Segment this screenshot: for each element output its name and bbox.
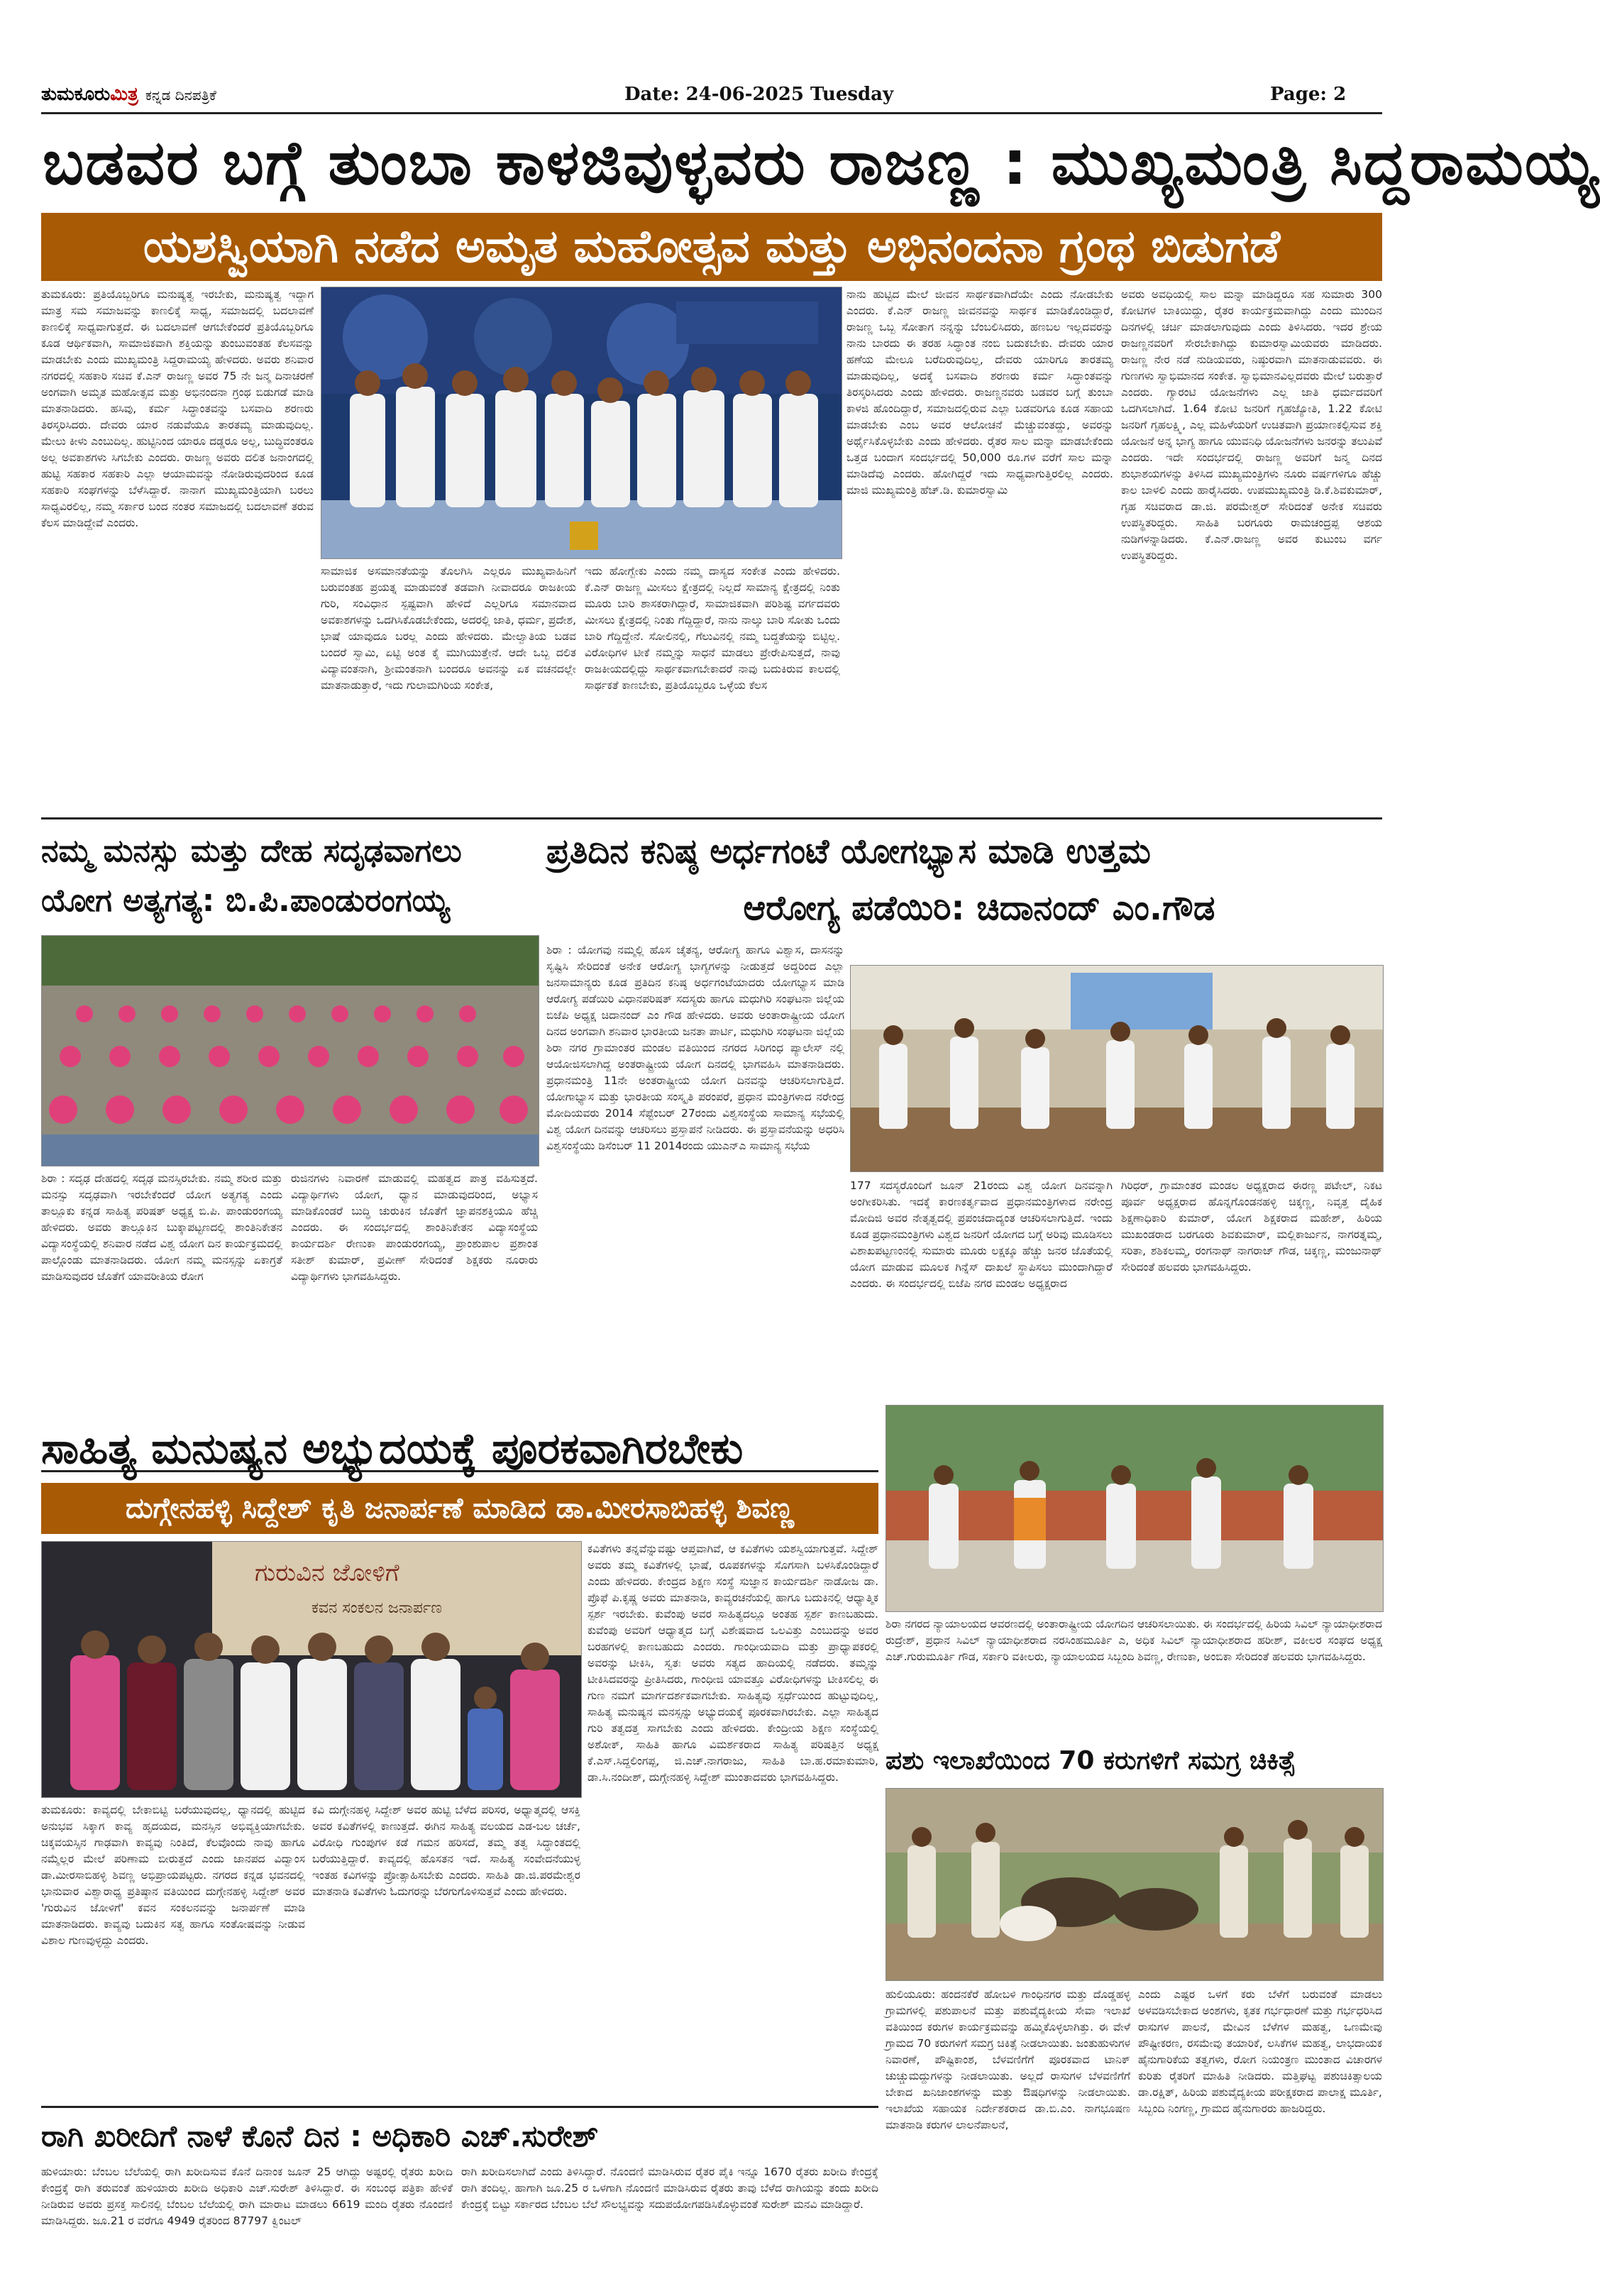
story5-photo	[885, 1788, 1384, 1981]
story6-headline: ರಾಗಿ ಖರೀದಿಗೆ ನಾಳೆ ಕೊನೆ ದಿನ : ಅಧಿಕಾರಿ ಎಚ್.ಸುರೇಶ್	[41, 2119, 599, 2153]
story3-headline-line1: ಪ್ರತಿದಿನ ಕನಿಷ್ಠ ಅರ್ಧಗಂಟೆ ಯೋಗಭ್ಯಾಸ ಮಾಡಿ ಉತ್ತಮ	[546, 832, 1151, 871]
story4-subhead: ದುಗ್ಗೇನಹಳ್ಳಿ ಸಿದ್ದೇಶ್ ಕೃತಿ ಜನಾರ್ಪಣೆ ಮಾಡಿದ ಡಾ.ಮೀರಸಾಬಿಹಳ್ಳಿ ಶಿವಣ್ಣ	[41, 1483, 878, 1534]
story1-col1: ತುಮಕೂರು: ಪ್ರತಿಯೊಬ್ಬರಿಗೂ ಮನುಷ್ಯತ್ವ ಇರಬೇಕು, ಮನುಷ್ಯತ್ವ ಇದ್ದಾಗ ಮಾತ್ರ ಸಮ ಸಮಾಜವನ್ನು ಕಾಣಲಿಕ್ಕೆ ಸಾಧ್ಯ, ಸಮಾಜದಲ್ಲಿ ಬದಲಾವಣೆ ಕಾಣಲಿಕ್ಕೆ ಸಾಧ್ಯವಾಗುತ್ತದೆ. ಈ ಬದಲಾವಣೆ ಆಗಬೇಕೆಂದರೆ ಪ್ರತಿಯೊಬ್ಬರಿಗೂ ಕೂಡ ಆರ್ಥಿಕವಾಗಿ, ಸಾಮಾಜಿಕವಾಗಿ ಶಕ್ತಿಯನ್ನು ತುಂಬುವಂತಹ ಕೆಲಸವನ್ನು ಮಾಡಬೇಕು ಎಂದು ಮುಖ್ಯಮಂತ್ರಿ ಸಿದ್ದರಾಮಯ್ಯ ಹೇಳಿದರು. ಅವರು ಶನಿವಾರ ನಗರದಲ್ಲಿ ಸಹಕಾರಿ ಸಚಿವ ಕೆ.ಎನ್ ರಾಜಣ್ಣ ಅವರ 75 ನೇ ಜನ್ಮ ದಿನಾಚರಣೆ ಅಂಗವಾಗಿ ಅಮೃತ ಮಹೋತ್ಸವ ಮತ್ತು ಅಭಿನಂದನಾ ಗ್ರಂಥ ಬಿಡುಗಡೆ ಮಾಡಿ ಮಾತನಾಡಿದರು. ಹಸಿವು, ಕರ್ಮ ಸಿದ್ಧಾಂತವನ್ನು ಬಸವಾದಿ ಶರಣರು ತಿರಸ್ಕರಿಸಿದರು. ದೇವರು ಯಾರ ನಡುವೆಯೂ ತಾರತಮ್ಯ ಮಾಡುವುದಿಲ್ಲ. ಮೇಲು ಕೀಳು ಎಂಬುದಿಲ್ಲ. ಹುಟ್ಟಿನಿಂದ ಯಾರೂ ದಡ್ಡರೂ ಅಲ್ಲ, ಬುದ್ಧಿವಂತರೂ ಅಲ್ಲ ಅವಕಾಶಗಳು ಸಿಗಬೇಕು ಎಂದರು. ರಾಜಣ್ಣ ಅವರು ದಲಿತ ಜನಾಂಗದಲ್ಲಿ ಹುಟ್ಟಿ ಸಹಕಾರ ಸಹಕಾರಿ ಎಲ್ಲಾ ಆಯಾಮವನ್ನು ನೋಡಿರುವುದರಿಂದ ಕೂಡ ಸಹಕಾರಿ ಸಂಘಗಳನ್ನು ಬೆಳೆಸಿದ್ದಾರೆ. ನಾನಾಗ ಮುಖ್ಯಮಂತ್ರಿಯಾಗಿ ಬರಲು ಸಾಧ್ಯವಿರಲಿಲ್ಲ, ನಮ್ಮ ಸರ್ಕಾರ ಬಂದ ನಂತರ ಸಮಾಜದಲ್ಲಿ ಬದಲಾವಣೆ ತರುವ ಕೆಲಸ ಮಾಡಿದ್ದೇವೆ ಎಂದರು.	[41, 288, 314, 529]
masthead-title	[41, 84, 216, 106]
section-rule-3	[41, 2106, 878, 2108]
story3-col-c: ಗಿರಿಧರ್, ಗ್ರಾಮಾಂತರ ಮಂಡಲ ಅಧ್ಯಕ್ಷರಾದ ಈರಣ್ಣ ಪಟೇಲ್, ನಿಕಟ ಪೂರ್ವ ಅಧ್ಯಕ್ಷರಾದ ಹೊನ್ನಗೊಂಡನಹಳ್ಳಿ ಚಿಕ್ಕಣ್ಣ, ನಿವೃತ್ತ ದೈಹಿಕ ಶಿಕ್ಷಣಾಧಿಕಾರಿ ಕುಮಾರ್, ಯೋಗ ಶಿಕ್ಷಕರಾದ ಮಹೇಶ್, ಹಿರಿಯ ಮುಖಂಡರಾದ ಬರಗೂರು ಶಿವಕುಮಾರ್, ಮಲ್ಲಿಕಾರ್ಜುನ, ನಾಗರತ್ನಮ್ಮ, ಸರಿತಾ, ಶಶಿಕಲಮ್ಮ, ರಂಗನಾಥ್ ನಾಗರಾಜ್ ಗೌಡ, ಚಿಕ್ಕಣ್ಣ, ಮಂಜುನಾಥ್ ಸೇರಿದಂತೆ ಹಲವರು ಭಾಗವಹಿಸಿದ್ದರು.	[1121, 1179, 1382, 1274]
court-yoga-image	[886, 1406, 1383, 1611]
book-release-photo	[42, 1542, 581, 1797]
story5-col-a: ಹುಲಿಯೂರು: ಹಂದನಕೆರೆ ಹೋಬಳಿ ಗಾಂಧಿನಗರ ಮತ್ತು ದೊಡ್ಡಹಳ್ಳ ಗ್ರಾಮಗಳಲ್ಲಿ ಪಶುಪಾಲನೆ ಮತ್ತು ಪಶುವೈದ್ಯಕೀಯ ಸೇವಾ ಇಲಾಖೆ ವತಿಯಿಂದ ಕರುಗಳ ಕಾರ್ಯಕ್ರಮವನ್ನು ಹಮ್ಮಿಕೊಳ್ಳಲಾಗಿತ್ತು. ಈ ವೇಳೆ ಗ್ರಾಮದ 70 ಕರುಗಳಿಗೆ ಸಮಗ್ರ ಚಿಕಿತ್ಸೆ ನೀಡಲಾಯಿತು. ಜಂತುಹುಳುಗಳ ನಿವಾರಣೆ, ಪೌಷ್ಟಿಕಾಂಶ, ಬೆಳವಣಿಗೆಗೆ ಪೂರಕವಾದ ಟಾನಿಕ್ ಚುಚ್ಚುಮದ್ದುಗಳನ್ನು ನೀಡಲಾಯಿತು. ಅಲ್ಲದೆ ರಾಸುಗಳ ಬೆಳವಣಿಗೆಗೆ ಬೇಕಾದ ಖನಿಜಾಂಶಗಳನ್ನು ಮತ್ತು ಔಷಧಿಗಳನ್ನು ನೀಡಲಾಯಿತು. ಇಲಾಖೆಯ ಸಹಾಯಕ ನಿರ್ದೇಶಕರಾದ ಡಾ.ಬಿ.ಎಂ. ನಾಗಭೂಷಣ ಮಾತನಾಡಿ ಕರುಗಳ ಲಾಲನೆಪಾಲನೆ,	[885, 1988, 1130, 2131]
story4-col-a: ತುಮಕೂರು: ಕಾವ್ಯದಲ್ಲಿ ಬೇಕಾಬಿಟ್ಟಿ ಬರೆಯುವುದಲ್ಲ, ಧ್ಯಾನದಲ್ಲಿ ಹುಟ್ಟಿದ ಅನುಭವ ಸಿಕ್ಕಾಗ ಕಾವ್ಯ ಹೃದಯದ, ಮನಸ್ಸಿನ ಅಭಿವ್ಯಕ್ತಿಯಾಗಬೇಕು. ಚಿಕ್ಕವಯಸ್ಸಿನ ಗಾಢವಾಗಿ ಕಾವ್ಯವು ನಿಂತಿದೆ, ಕೆಲವೊಂದು ನಾವು ಹಾಗೂ ನಮ್ಮೆಲ್ಲರ ಮೇಲೆ ಪರಿಣಾಮ ಬೀರುತ್ತದೆ ಎಂದು ಜಾನಪದ ವಿದ್ವಾಂಸ ಡಾ.ಮೀರಸಾಬಿಹಳ್ಳಿ ಶಿವಣ್ಣ ಅಭಿಪ್ರಾಯಪಟ್ಟರು. ನಗರದ ಕನ್ನಡ ಭವನದಲ್ಲಿ ಭಾನುವಾರ ವಿಶ್ವಾರಾಧ್ಯ ಪ್ರತಿಷ್ಠಾನ ವತಿಯಿಂದ ದುಗ್ಗೇನಹಳ್ಳಿ ಸಿದ್ದೇಶ್ ಅವರ 'ಗುರುವಿನ ಜೋಳಿಗೆ' ಕವನ ಸಂಕಲನವನ್ನು ಜನಾರ್ಪಣೆ ಮಾಡಿ ಮಾತನಾಡಿದರು. ಕಾವ್ಯವು ಬದುಕಿನ ಸತ್ವ ಹಾಗೂ ಸಂತೋಷವನ್ನು ನೀಡುವ ವಿಶಾಲ ಗುಣವುಳ್ಳದ್ದು ಎಂದರು.	[41, 1804, 305, 1947]
story3-headline-line2: ಆರೋಗ್ಯ ಪಡೆಯಿರಿ: ಚಿದಾನಂದ್ ಎಂ.ಗೌಡ	[743, 888, 1215, 928]
story3-col-b: 177 ಸದಸ್ಯರೊಂದಿಗೆ ಜೂನ್ 21ರಂದು ವಿಶ್ವ ಯೋಗ ದಿನವನ್ನಾಗಿ ಅಂಗೀಕರಿಸಿತು. ಇದಕ್ಕೆ ಕಾರಣಕರ್ತೃವಾದ ಪ್ರಧಾನಮಂತ್ರಿಗಳಾದ ನರೇಂದ್ರ ಮೋದಿಜಿ ಅವರ ನೇತೃತ್ವದಲ್ಲಿ ಪ್ರಪಂಚದಾದ್ಯಂತ ಆಚರಿಸಲಾಗುತ್ತಿದೆ. ಇಂದು ಕೂಡ ಪ್ರಧಾನಮಂತ್ರಿಗಳು ವಿಶ್ವದ ಜನರಿಗೆ ಯೋಗದ ಬಗ್ಗೆ ಅರಿವು ಮೂಡಿಸಲು ವಿಶಾಖಪಟ್ಟಣಂನಲ್ಲಿ ಸುಮಾರು ಮೂರು ಲಕ್ಷಕ್ಕೂ ಹೆಚ್ಚು ಜನರ ಜೊತೆಯಲ್ಲಿ ಯೋಗ ಮಾಡುವ ಮೂಲಕ ಗಿನ್ನೆಸ್ ದಾಖಲೆ ಸ್ಥಾಪಿಸಲು ಮುಂದಾಗಿದ್ದಾರೆ ಎಂದರು. ಈ ಸಂದರ್ಭದಲ್ಲಿ ಬಿಜೆಪಿ ನಗರ ಮಂಡಲ ಅಧ್ಯಕ್ಷರಾದ	[850, 1179, 1113, 1290]
story1-headline: ಬಡವರ ಬಗ್ಗೆ ತುಂಬಾ ಕಾಳಜಿವುಳ್ಳವರು ರಾಜಣ್ಣ : ಮುಖ್ಯಮಂತ್ರಿ ಸಿದ್ದರಾಮಯ್ಯ	[43, 128, 1600, 199]
yoga-hall-photo	[851, 966, 1383, 1171]
story1-col4: ನಾನು ಹುಟ್ಟಿದ ಮೇಲೆ ಜೀವನ ಸಾರ್ಥಕವಾಗಿದೆಯೇ ಎಂದು ನೋಡಬೇಕು ಎಂದರು. ಕೆ.ಎನ್ ರಾಜಣ್ಣ ಜೀವನವನ್ನು ಸಾರ್ಥಕ ಮಾಡಿಕೊಂಡಿದ್ದಾರೆ, ರಾಜಣ್ಣ ಒಬ್ಬ ಸೋತಾಗ ನನ್ನನ್ನು ಬೆಂಬಲಿಸಿದರು, ಹಣಬಲ ಇಲ್ಲದವರನ್ನು ನಾನು ಬಾರದು ಈ ತರಹ ಸಿದ್ಧಾಂತ ನಂಬಿ ಬದುಕಬೇಕು. ದೇವರು ಯಾರ ಹಣೆಯ ಮೇಲೂ ಬರೆದಿರುವುದಿಲ್ಲ, ದೇವರು ಯಾರಿಗೂ ತಾರತಮ್ಯ ಮಾಡುವುದಿಲ್ಲ, ಅದಕ್ಕೆ ಬಸವಾದಿ ಶರಣರು ಕರ್ಮ ಸಿದ್ಧಾಂತವನ್ನು ತಿರಸ್ಕರಿಸಿದರು ಎಂದು ಹೇಳಿದರು. ರಾಜಣ್ಣನವರು ಬಡವರ ಬಗ್ಗೆ ತುಂಬಾ ಕಾಳಜಿ ಹೊಂದಿದ್ದಾರೆ, ಸಮಾಜದಲ್ಲಿರುವ ಎಲ್ಲಾ ಬಡವರಿಗೂ ಕೂಡ ಸಹಾಯ ಮಾಡಬೇಕು ಎಂಬ ಅವರ ಆಲೋಚನೆ ಮೆಚ್ಚುವಂತದ್ದು, ಅವರನ್ನು ಅರ್ಥೈಸಿಕೊಳ್ಳಬೇಕು ಎಂದು ಹೇಳಿದರು. ರೈತರ ಸಾಲ ಮನ್ನಾ ಮಾಡಬೇಕೆಂದು ಒತ್ತಡ ಬಂದಾಗ ಸಂದರ್ಭದಲ್ಲಿ 50,000 ರೂ.ಗಳ ವರೆಗೆ ಸಾಲ ಮನ್ನಾ ಮಾಡಿದೆವು ಎಂದರು. ಹೋಗಿದ್ದರೆ ಇದು ಸಾಧ್ಯವಾಗುತ್ತಿರಲಿಲ್ಲ ಎಂದರು. ಮಾಜಿ ಮುಖ್ಯಮಂತ್ರಿ ಹೆಚ್.ಡಿ. ಕುಮಾರಸ್ವಾಮಿ	[846, 288, 1113, 497]
story4-photo	[41, 1541, 582, 1798]
masthead-rule	[41, 112, 1382, 114]
issue-date: Date: 24-06-2025 Tuesday	[624, 84, 894, 105]
court-yoga-photo	[885, 1405, 1384, 1612]
banner-subtitle: ಕವನ ಸಂಕಲನ ಜನಾರ್ಪಣ	[311, 1599, 442, 1617]
story6-col-a: ಹುಳಿಯಾರು: ಬೆಂಬಲ ಬೆಲೆಯಲ್ಲಿ ರಾಗಿ ಖರೀದಿಸುವ ಕೊನೆ ದಿನಾಂಕ ಜೂನ್ 25 ಆಗಿದ್ದು ಅಷ್ಟರಲ್ಲಿ ರೈತರು ಖರೀದಿ ಕೇಂದ್ರಕ್ಕೆ ರಾಗಿ ತರುವಂತೆ ಹುಳಿಯಾರು ಖರೀದಿ ಅಧಿಕಾರಿ ಎಚ್.ಸುರೇಶ್ ತಿಳಿಸಿದ್ದಾರೆ. ಈ ಸಂಬಂಧ ಪತ್ರಿಕಾ ಹೇಳಿಕೆ ನೀಡಿರುವ ಅವರು ಪ್ರಸಕ್ತ ಸಾಲಿನಲ್ಲಿ ಬೆಂಬಲ ಬೆಲೆಯಲ್ಲಿ ರಾಗಿ ಮಾರಾಟ ಮಾಡಲು 6619 ಮಂದಿ ರೈತರು ನೊಂದಣಿ ಮಾಡಿಸಿದ್ದರು. ಜೂ.21 ರ ವರೆಗೂ 4949 ರೈತರಿಂದ 87797 ಕ್ವಿಂಟಲ್	[41, 2165, 453, 2227]
story1-subhead: ಯಶಸ್ವಿಯಾಗಿ ನಡೆದ ಅಮೃತ ಮಹೋತ್ಸವ ಮತ್ತು ಅಭಿನಂದನಾ ಗ್ರಂಥ ಬಿಡುಗಡೆ	[41, 213, 1382, 281]
story2-headline-line1: ನಮ್ಮ ಮನಸ್ಸು ಮತ್ತು ದೇಹ ಸದೃಢವಾಗಲು	[41, 833, 462, 869]
page-number: Page: 2	[1270, 84, 1347, 105]
event-stage-photo	[321, 287, 842, 558]
story1-photo	[321, 287, 842, 559]
masthead-name: ತುಮಕೂರು	[41, 84, 111, 105]
story1-col2: ಸಾಮಾಜಿಕ ಅಸಮಾನತೆಯನ್ನು ತೊಲಗಿಸಿ ಎಲ್ಲರೂ ಮುಖ್ಯವಾಹಿನಿಗೆ ಬರುವಂತಹ ಪ್ರಯತ್ನ ಮಾಡುವಂತೆ ತಡವಾಗಿ ನೀವಾದರೂ ರಾಜಕೀಯ ಗುರಿ, ಸಂವಿಧಾನ ಸ್ಪಷ್ಟವಾಗಿ ಹೇಳಿದೆ ಎಲ್ಲರಿಗೂ ಸಮಾನವಾದ ಅವಕಾಶಗಳನ್ನು ಒದಗಿಸಿಕೊಡಬೇಕೆಂದು, ಅದರಲ್ಲಿ ಜಾತಿ, ಧರ್ಮ, ಪ್ರದೇಶ, ಭಾಷೆ ಯಾವುದೂ ಬರಲ್ಲ ಎಂದು ಹೇಳಿದರು. ಮೇಲ್ವಾತಿಯ ಬಡವ ಬಂದರೆ ಸ್ವಾಮಿ, ಏಟ್ಟಿ ಅಂತ ಕೈ ಮುಗಿಯುತ್ತೇನೆ. ಆದೇ ಒಬ್ಬ ದಲಿತ ವಿದ್ಯಾವಂತನಾಗಿ, ಶ್ರೀಮಂತನಾಗಿ ಬಂದರೂ ಅವನನ್ನು ಏಕ ವಚನದಲ್ಲೇ ಮಾತನಾಡುತ್ತಾರೆ, ಇದು ಗುಲಾಮಗಿರಿಯ ಸಂಕೇತ,	[321, 565, 576, 692]
masthead-tagline: ಕನ್ನಡ ದಿನಪತ್ರಿಕೆ	[145, 87, 216, 104]
story3-col-a: ಶಿರಾ : ಯೋಗವು ನಮ್ಮಲ್ಲಿ ಹೊಸ ಚೈತನ್ಯ, ಆರೋಗ್ಯ ಹಾಗೂ ವಿಶ್ವಾಸ, ದಾಸನನ್ನು ಸೃಷ್ಟಿಸಿ ಸೇರಿದಂತೆ ಅನೇಕ ಆರೋಗ್ಯ ಭಾಗ್ಯಗಳನ್ನು ನೀಡುತ್ತದೆ ಅದ್ದರಿಂದ ಎಲ್ಲಾ ಜನಸಾಮಾನ್ಯರು ಕೂಡ ಪ್ರತಿದಿನ ಕನಿಷ್ಠ ಅರ್ಧಗಂಟೆಯಾದರು ಯೋಗಭ್ಯಾಸ ಮಾಡಿ ಆರೋಗ್ಯ ಪಡೆಯಿರಿ ವಿಧಾನಪರಿಷತ್ ಸದಸ್ಯರು ಹಾಗೂ ಮಧುಗಿರಿ ಸಂಘಟನಾ ಜಿಲ್ಲೆಯ ಬಿಜೆಪಿ ಅಧ್ಯಕ್ಷ ಚಿದಾನಂದ್ ಎಂ ಗೌಡ ಹೇಳಿದರು. ಅವರು ಅಂತಾರಾಷ್ಟ್ರೀಯ ಯೋಗ ದಿನದ ಅಂಗವಾಗಿ ಶನಿವಾರ ಭಾರತೀಯ ಜನತಾ ಪಾರ್ಟಿ, ಮಧುಗಿರಿ ಸಂಘಟನಾ ಜಿಲ್ಲೆಯ ಶಿರಾ ನಗರ ಗ್ರಾಮಾಂತರ ಮಂಡಲ ವತಿಯಿಂದ ನಗರದ ಸಿರಿಗಂಧ ಪ್ಯಾಲೇಸ್ ನಲ್ಲಿ ಆಯೋಜಿಸಲಾಗಿದ್ದ ಅಂತರಾಷ್ಟ್ರೀಯ ಯೋಗ ದಿನದಲ್ಲಿ ಭಾಗವಹಿಸಿ ಮಾತನಾಡಿದರು. ಪ್ರಧಾನಮಂತ್ರಿ 11ನೇ ಅಂತರಾಷ್ಟ್ರೀಯ ಯೋಗ ದಿನವನ್ನು ಆಚರಿಸಲಾಗುತ್ತಿದೆ. ಯೋಗಾಭ್ಯಾಸ ಮತ್ತು ಭಾರತೀಯ ಸಂಸ್ಕೃತಿ ಪರಂಪರೆ, ಪ್ರಧಾನ ಮಂತ್ರಿಗಳಾದ ನರೇಂದ್ರ ಮೋದಿಯವರು 2014 ಸೆಪ್ಟೆಂಬರ್ 27ರಂದು ವಿಶ್ವಸಂಸ್ಥೆಯ ಸಾಮಾನ್ಯ ಸಭೆಯಲ್ಲಿ ವಿಶ್ವ ಯೋಗ ದಿನವನ್ನು ಆಚರಿಸಲು ಪ್ರಸ್ತಾಪನೆ ನೀಡಿದರು. ಈ ಪ್ರಸ್ತಾವನೆಯನ್ನು ಅಧರಿಸಿ ವಿಶ್ವಸಂಸ್ಥೆಯು ಡಿಸೆಂಬರ್ 11 2014ರಂದು ಯುಎನ್ಎ ಸಾಮಾನ್ಯ ಸಭೆಯ	[546, 944, 844, 1152]
story5-col-b: ಎಂದು ಎಷ್ಟರ ಒಳಗೆ ಕರು ಬೆಳೆಗೆ ಬರುವಂತೆ ಮಾಡಲು ಅಳವಡಿಸಬೇಕಾದ ಅಂಶಗಳು, ಕೃತಕ ಗರ್ಭಧಾರಣೆ ಮತ್ತು ಗರ್ಭಧರಿಸಿದ ರಾಸುಗಳ ಪಾಲನೆ, ಮೇವಿನ ಬೆಳೆಗಳ ಮಹತ್ವ, ಒಣಮೇವು ಪೌಷ್ಟೀಕರಣ, ರಸಮೇವು ತಯಾರಿಕೆ, ಲಸಿಕೆಗಳ ಮಹತ್ವ, ಲಾಭದಾಯಕ ಹೈನುಗಾರಿಕೆಯ ತತ್ವಗಳು, ರೋಗ ನಿಯಂತ್ರಣ ಮುಂತಾದ ವಿಚಾರಗಳ ಕುರಿತು ರೈತರಿಗೆ ಮಾಹಿತಿ ನೀಡಿದರು. ಮತ್ತಿಘಟ್ಟ ಪಶುಚಿಕಿತ್ಸಾಲಯ ಡಾ.ರಕ್ಷಿತ್, ಹಿರಿಯ ಪಶುವೈದ್ಯಕೀಯ ಪರೀಕ್ಷಕರಾದ ಪಾಲಾಕ್ಷ ಮೂರ್ತಿ, ಸಿಬ್ಬಂದಿ ನಿಂಗಣ್ಣ, ಗ್ರಾಮದ ಹೈನುಗಾರರು ಹಾಜರಿದ್ದರು.	[1138, 1988, 1382, 2115]
calves-treatment-photo	[886, 1789, 1383, 1980]
story1-col3: ಇದು ಹೋಗ್ಬೇಕು ಎಂದು ನಮ್ಮ ದಾಸ್ಯದ ಸಂಕೇತ ಎಂದು ಹೇಳಿದರು. ಕೆ.ಎನ್ ರಾಜಣ್ಣ ಮೀಸಲು ಕ್ಷೇತ್ರದಲ್ಲಿ ನಿಲ್ಲದೆ ಸಾಮಾನ್ಯ ಕ್ಷೇತ್ರದಲ್ಲಿ ನಿಂತು ಮೂರು ಬಾರಿ ಶಾಸಕರಾಗಿದ್ದಾರೆ, ಸಾಮಾಜಿಕವಾಗಿ ಪರಿಶಿಷ್ಟ ವರ್ಗದವರು ಮೀಸಲು ಕ್ಷೇತ್ರದಲ್ಲಿ ನಿಂತು ಗೆದ್ದಿದ್ದಾರೆ, ನಾನು ನಾಲ್ಕು ಬಾರಿ ಸೋತು ಒಂದು ಬಾರಿ ಗೆದ್ದಿದ್ದೇನೆ. ಸೋಲಿನಲ್ಲಿ, ಗೆಲುವಿನಲ್ಲಿ ನಮ್ಮ ಬದ್ಧತೆಯನ್ನು ಬಿಟ್ಟಿಲ್ಲ. ವಿರೋಧಿಗಳ ಟೀಕೆ ನಮ್ಮನ್ನು ಸಾಧನೆ ಮಾಡಲು ಪ್ರೇರೇಪಿಸುತ್ತದೆ, ನಾವು ರಾಜಕೀಯದಲ್ಲಿದ್ದು ಸಾರ್ಥಕವಾಗಬೇಕಾದರೆ ನಾವು ಬದುಕಿರುವ ಕಾಲದಲ್ಲಿ ಸಾರ್ಥಕತೆ ಕಾಣಬೇಕು, ಪ್ರತಿಯೊಬ್ಬರೂ ಒಳ್ಳೆಯ ಕೆಲಸ	[585, 565, 840, 692]
story2-photo	[41, 935, 539, 1166]
story4-right-col: ಕವಿತೆಗಳು ತನ್ನವೆನ್ನುವಷ್ಟು ಆಪ್ತವಾಗಿವೆ, ಆ ಕವಿತೆಗಳು ಯಶಸ್ವಿಯಾಗುತ್ತವೆ. ಸಿದ್ದೇಶ್ ಅವರು ತಮ್ಮ ಕವಿತೆಗಳಲ್ಲಿ ಭಾಷೆ, ರೂಪಕಗಳನ್ನು ಸೊಗಸಾಗಿ ಬಳಸಿಕೊಂಡಿದ್ದಾರೆ ಎಂದು ಹೇಳಿದರು. ಕೇಂದ್ರದ ಶಿಕ್ಷಣ ಸಂಸ್ಥೆ ಸುಜ್ಞಾನ ಕಾರ್ಯದರ್ಶಿ ನಾಡೋಜ ಡಾ. ಪ್ರೊಫೆ ಪಿ.ಕೃಷ್ಣ ಅವರು ಮಾತನಾಡಿ, ಕಾವ್ಯರಚನೆಯಲ್ಲಿ ಹಾಗೂ ಬದುಕಿನಲ್ಲಿ ಆಧ್ಯಾತ್ಮಿಕ ಸ್ಪರ್ಶ ಇರಬೇಕು. ಕುವೆಂಪು ಅವರ ಸಾಹಿತ್ಯದಲ್ಲೂ ಅಂತಹ ಸ್ಪರ್ಶ ಕಾಣಬಹುದು. ಕುವೆಂಪು ಅವರಿಗೆ ಆಧ್ಯಾತ್ಮದ ಬಗ್ಗೆ ವಿಶೇಷವಾದ ಒಲವಿತ್ತು ಎಂಬುದನ್ನು ಅವರ ಬರಹಗಳಲ್ಲಿ ಕಾಣಬಹುದು ಎಂದರು. ಗಾಂಧೀಯವಾದಿ ಮತ್ತು ಪ್ರಾಧ್ಯಾಪಕರಲ್ಲಿ ಅವರನ್ನು ಟೀಕಿಸಿ, ಸ್ವತಃ ಅವರು ಸತ್ಯದ ಹಾದಿಯಲ್ಲಿ ನಡೆದರು. ತಮ್ಮನ್ನು ಟೀಕಿಸಿದವರನ್ನು ಪ್ರೀತಿಸಿದರು, ಗಾಂಧೀಜಿ ಯಾವತ್ತೂ ವಿರೋಧಿಗಳನ್ನು ಟೀಕಿಸಲಿಲ್ಲ ಈ ಗುಣ ನಮಗೆ ಮಾರ್ಗದರ್ಶಕವಾಗಬೇಕು. ಸಾಹಿತ್ಯವು ಸ್ಪರ್ಧೆಯಿಂದ ಹುಟ್ಟುವುದಿಲ್ಲ, ಸಾಹಿತ್ಯ ಮನುಷ್ಯನ ಮನಸ್ಸನ್ನು ಅಭ್ಯುದಯಕ್ಕೆ ಪೂರಕವಾಗಿರಬೇಕು. ಎಲ್ಲಾ ಸಾಹಿತ್ಯದ ಗುರಿ ತತ್ವದತ್ತ ಸಾಗಬೇಕು ಎಂದು ಹೇಳಿದರು. ಕೇಂದ್ರೀಯ ಶಿಕ್ಷಣ ಸಂಸ್ಥೆಯಲ್ಲಿ ಅಶೋಕ್, ಸಾಹಿತಿ ಹಾಗೂ ವಿಮರ್ಶಕರಾದ ಸಾಹಿತ್ಯ ಪರಿಷತ್ತಿನ ಅಧ್ಯಕ್ಷ ಕೆ.ಎಸ್.ಸಿದ್ದಲಿಂಗಪ್ಪ, ಜಿ.ಎಚ್.ನಾಗರಾಜು, ಸಾಹಿತಿ ಬಾ.ಹ.ರಮಾಕುಮಾರಿ, ಡಾ.ಸಿ.ನಂದೀಶ್, ದುಗ್ಗೇನಹಳ್ಳಿ ಸಿದ್ದೇಶ್ ಮುಂತಾದವರು ಭಾಗವಹಿಸಿದ್ದರು.	[587, 1542, 878, 1784]
court-caption: ಶಿರಾ ನಗರದ ನ್ಯಾಯಾಲಯದ ಆವರಣದಲ್ಲಿ ಅಂತಾರಾಷ್ಟ್ರೀಯ ಯೋಗದಿನ ಆಚರಿಸಲಾಯಿತು. ಈ ಸಂದರ್ಭದಲ್ಲಿ ಹಿರಿಯ ಸಿವಿಲ್ ನ್ಯಾಯಾಧೀಶರಾದ ರುದ್ರೇಶ್, ಪ್ರಧಾನ ಸಿವಿಲ್ ನ್ಯಾಯಾಧೀಶರಾದ ನರಸಿಂಹಮೂರ್ತಿ ಎ, ಅಧಿಕ ಸಿವಿಲ್ ನ್ಯಾಯಾಧೀಶರಾದ ಹರೀಶ್, ವಕೀಲರ ಸಂಘದ ಅಧ್ಯಕ್ಷ ಎಚ್.ಗುರುಮೂರ್ತಿ ಗೌಡ, ಸರ್ಕಾರಿ ವಕೀಲರು, ನ್ಯಾಯಾಲಯದ ಸಿಬ್ಬಂದಿ ಶಿವಣ್ಣ, ರೇಣುಕಾ, ಅಂಬಿಕಾ ಸೇರಿದಂತೆ ಹಲವರು ಭಾಗವಹಿಸಿದ್ದರು.	[885, 1618, 1382, 1663]
banner-title: ಗುರುವಿನ ಜೋಳಿಗೆ	[255, 1559, 399, 1587]
story5-headline: ಪಶು ಇಲಾಖೆಯಿಂದ 70 ಕರುಗಳಿಗೆ ಸಮಗ್ರ ಚಿಕಿತ್ಸೆ	[885, 1746, 1296, 1775]
story4-col-b: ಕವಿ ದುಗ್ಗೇನಹಳ್ಳಿ ಸಿದ್ದೇಶ್ ಅವರ ಹುಟ್ಟಿ ಬೆಳೆದ ಪರಿಸರ, ಅಧ್ಯಾತ್ಮದಲ್ಲಿ ಆಸಕ್ತಿ ಅವರ ಕವಿತೆಗಳಲ್ಲಿ ಕಾಣುತ್ತದೆ. ಈಗಿನ ಸಾಹಿತ್ಯ ವಲಯದ ಎಡ-ಬಲ ಚರ್ಚೆ, ವಿರೋಧಿ ಗುಂಪುಗಳ ಕಡೆ ಗಮನ ಹರಿಸದೆ, ತಮ್ಮ ತತ್ವ ಸಿದ್ಧಾಂತದಲ್ಲಿ ಬರೆಯುತ್ತಿದ್ದಾರೆ. ಕಾವ್ಯದಲ್ಲಿ ಹೊಸತನ ಇದೆ. ಸಾಹಿತ್ಯ ಸಂವೇದನೆಯುಳ್ಳ ಇಂತಹ ಕವಿಗಳನ್ನು ಪ್ರೋತ್ಸಾಹಿಸಬೇಕು ಎಂದರು. ಸಾಹಿತಿ ಡಾ.ಜಿ.ಪರಮೇಶ್ವರ ಮಾತನಾಡಿ ಕವಿತೆಗಳು ಓದುಗರನ್ನು ಬೆರಗುಗೊಳಿಸುತ್ತವೆ ಎಂದು ಹೇಳಿದರು.	[312, 1804, 580, 1898]
yoga-children-photo	[42, 936, 539, 1166]
story2-headline-line2: ಯೋಗ ಅತ್ಯಗತ್ಯ: ಬಿ.ಪಿ.ಪಾಂಡುರಂಗಯ್ಯ	[41, 883, 450, 919]
story1-col5: ಅವರು ಅವಧಿಯಲ್ಲಿ ಸಾಲ ಮನ್ನಾ ಮಾಡಿದ್ದರೂ ಸಹ ಸುಮಾರು 300 ಕೋಟಿಗಳ ಬಾಕಿಯಿದ್ದು, ರೈತರ ಕಾರ್ಯಕ್ರಮವಾಗಿದ್ದು ಎಂದು ಮುಂದಿನ ದಿನಗಳಲ್ಲಿ ಚರ್ಚಿ ಮಾಡಲಾಗುವುದು ಎಂದು ತಿಳಿಸಿದರು. ಇದರ ಶ್ರೇಯ ರಾಜಣ್ಣನವರಿಗೆ ಸೇರಬೇಕಾಗಿದ್ದು ಕುಮಾರಸ್ವಾಮಿಯವರು ಮಾಡಿದರು. ರಾಜಣ್ಣ ನೇರ ನಡೆ ನುಡಿಯವರು, ನಿಷ್ಠುರವಾಗಿ ಮಾತನಾಡುವವರು. ಈ ಗುಣಗಳು ಸ್ವಾಭಿಮಾನದ ಸಂಕೇತ. ಸ್ವಾಭಿಮಾನವಿಲ್ಲದವರು ಮೇಲೆ ಬರುತ್ತಾರೆ ಎಂದರು. ಗ್ಯಾರಂಟಿ ಯೋಜನೆಗಳು ಎಲ್ಲ ಜಾತಿ ಧರ್ಮದವರಿಗೆ ಒದಗಿಸಲಾಗಿದೆ. 1.64 ಕೋಟಿ ಜನರಿಗೆ ಗೃಹಜ್ಯೋತಿ, 1.22 ಕೋಟಿ ಜನರಿಗೆ ಗೃಹಲಕ್ಷ್ಮಿ, ಎಲ್ಲ ಮಹಿಳೆಯರಿಗೆ ಉಚಿತವಾಗಿ ಪ್ರಯಾಣಕಲ್ಪಿಸುವ ಶಕ್ತಿ ಯೋಜನೆ ಅನ್ನ ಭಾಗ್ಯ ಹಾಗೂ ಯುವನಿಧಿ ಯೋಜನೆಗಳು ಜನರನ್ನು ತಲುಪಿವೆ ಎಂದರು. ಇದೇ ಸಂದರ್ಭದಲ್ಲಿ ರಾಜಣ್ಣ ಅವರಿಗೆ ಜನ್ಮ ದಿನದ ಶುಭಾಶಯಗಳನ್ನು ತಿಳಿಸಿದ ಮುಖ್ಯಮಂತ್ರಿಗಳು ನೂರು ವರ್ಷಗಳಿಗೂ ಹೆಚ್ಚು ಕಾಲ ಬಾಳಲಿ ಎಂದು ಹಾರೈಸಿದರು. ಉಪಮುಖ್ಯಮಂತ್ರಿ ಡಿ.ಕೆ.ಶಿವಕುಮಾರ್, ಗೃಹ ಸಚಿವರಾದ ಡಾ.ಜಿ. ಪರಮೇಶ್ವರ್ ಸೇರಿದಂತೆ ಅನೇಕ ಸಚಿವರು ಉಪಸ್ಥಿತರಿದ್ದರು. ಸಾಹಿತಿ ಬರಗೂರು ರಾಮಚಂದ್ರಪ್ಪ ಆಶಯ ನುಡಿಗಳನ್ನಾಡಿದರು. ಕೆ.ಎನ್.ರಾಜಣ್ಣ ಅವರ ಕುಟುಂಬ ವರ್ಗ ಉಪಸ್ಥಿತರಿದ್ದರು.	[1121, 288, 1382, 562]
masthead-name-accent: ಮಿತ್ರ	[110, 84, 138, 105]
story4-headline: ಸಾಹಿತ್ಯ ಮನುಷ್ಯನ ಅಭ್ಯುದಯಕ್ಕೆ ಪೂರಕವಾಗಿರಬೇಕು	[41, 1424, 744, 1474]
story2-col-a: ಶಿರಾ : ಸದೃಢ ದೇಹದಲ್ಲಿ ಸದೃಢ ಮನಸ್ಸಿರಬೇಕು. ನಮ್ಮ ಶರೀರ ಮತ್ತು ಮನಸ್ಸು ಸದೃಢವಾಗಿ ಇರಬೇಕೆಂದರೆ ಯೋಗ ಅತ್ಯಗತ್ಯ ಎಂದು ತಾಲ್ಲೂಕು ಕನ್ನಡ ಸಾಹಿತ್ಯ ಪರಿಷತ್ ಅಧ್ಯಕ್ಷ ಬಿ.ಪಿ. ಪಾಂಡುರಂಗಯ್ಯ ಹೇಳಿದರು. ಅವರು ತಾಲ್ಲೂಕಿನ ಬುಕ್ಕಾಪಟ್ಟಣದಲ್ಲಿ ಶಾಂತಿನಿಕೇತನ ವಿದ್ಯಾಸಂಸ್ಥೆಯಲ್ಲಿ ಶನಿವಾರ ನಡೆದ ವಿಶ್ವ ಯೋಗ ದಿನ ಕಾರ್ಯಕ್ರಮದಲ್ಲಿ ಪಾಲ್ಗೊಂಡು ಮಾತನಾಡಿದರು. ಯೋಗ ನಮ್ಮ ಮನಸ್ಸನ್ನು ಏಕಾಗ್ರತೆ ಮಾಡಿಸುವುದರ ಜೊತೆಗೆ ಯಾವರೀತಿಯ ರೋಗ	[41, 1172, 282, 1283]
story3-photo	[850, 965, 1384, 1172]
story6-col-b: ರಾಗಿ ಖರೀದಿಸಲಾಗಿದೆ ಎಂದು ತಿಳಿಸಿದ್ದಾರೆ. ನೊಂದಣಿ ಮಾಡಿಸಿರುವ ರೈತರ ಪೈಕಿ ಇನ್ನೂ 1670 ರೈತರು ಖರೀದಿ ಕೇಂದ್ರಕ್ಕೆ ರಾಗಿ ತಂದಿಲ್ಲ. ಹಾಗಾಗಿ ಜೂ.25 ರ ಒಳಗಾಗಿ ನೊಂದಣಿ ಮಾಡಿಸಿರುವ ರೈತರು ತಾವು ಬೆಳೆದ ರಾಗಿಯನ್ನು ತಂದು ಖರೀದಿ ಕೇಂದ್ರಕ್ಕೆ ಬಿಟ್ಟು ಸರ್ಕಾರದ ಬೆಂಬಲ ಬೆಲೆ ಸೌಲಭ್ಯವನ್ನು ಸದುಪಯೋಗಪಡಿಸಿಕೊಳ್ಳುವಂತೆ ಸುರೇಶ್ ಮನವಿ ಮಾಡಿದ್ದಾರೆ.	[461, 2165, 878, 2211]
section-rule	[41, 817, 1382, 819]
story2-col-b: ರುಜಿನಗಳು ನಿವಾರಣೆ ಮಾಡುವಲ್ಲಿ ಮಹತ್ವದ ಪಾತ್ರ ವಹಿಸುತ್ತದೆ. ವಿದ್ಯಾರ್ಥಿಗಳು ಯೋಗ, ಧ್ಯಾನ ಮಾಡುವುದರಿಂದ, ಅಭ್ಯಾಸ ಮಾಡಿಕೊಂಡರೆ ಬುದ್ಧಿ ಚುರುಕಿನ ಜೊತೆಗೆ ಜ್ಞಾಪನಶಕ್ತಿಯೂ ಹೆಚ್ಚಿ ಎಂದರು. ಈ ಸಂದರ್ಭದಲ್ಲಿ ಶಾಂತಿನಿಕೇತನ ವಿದ್ಯಾಸಂಸ್ಥೆಯ ಕಾರ್ಯದರ್ಶಿ ರೇಣುಕಾ ಪಾಂಡುರಂಗಯ್ಯ, ಪ್ರಾಂಶುಪಾಲ ಪ್ರಶಾಂತ ಸತೀಶ್ ಕುಮಾರ್, ಪ್ರವೀಣ್ ಸೇರಿದಂತೆ ಶಿಕ್ಷಕರು ನೂರಾರು ವಿದ್ಯಾರ್ಥಿಗಳು ಭಾಗವಹಿಸಿದ್ದರು.	[291, 1172, 538, 1283]
